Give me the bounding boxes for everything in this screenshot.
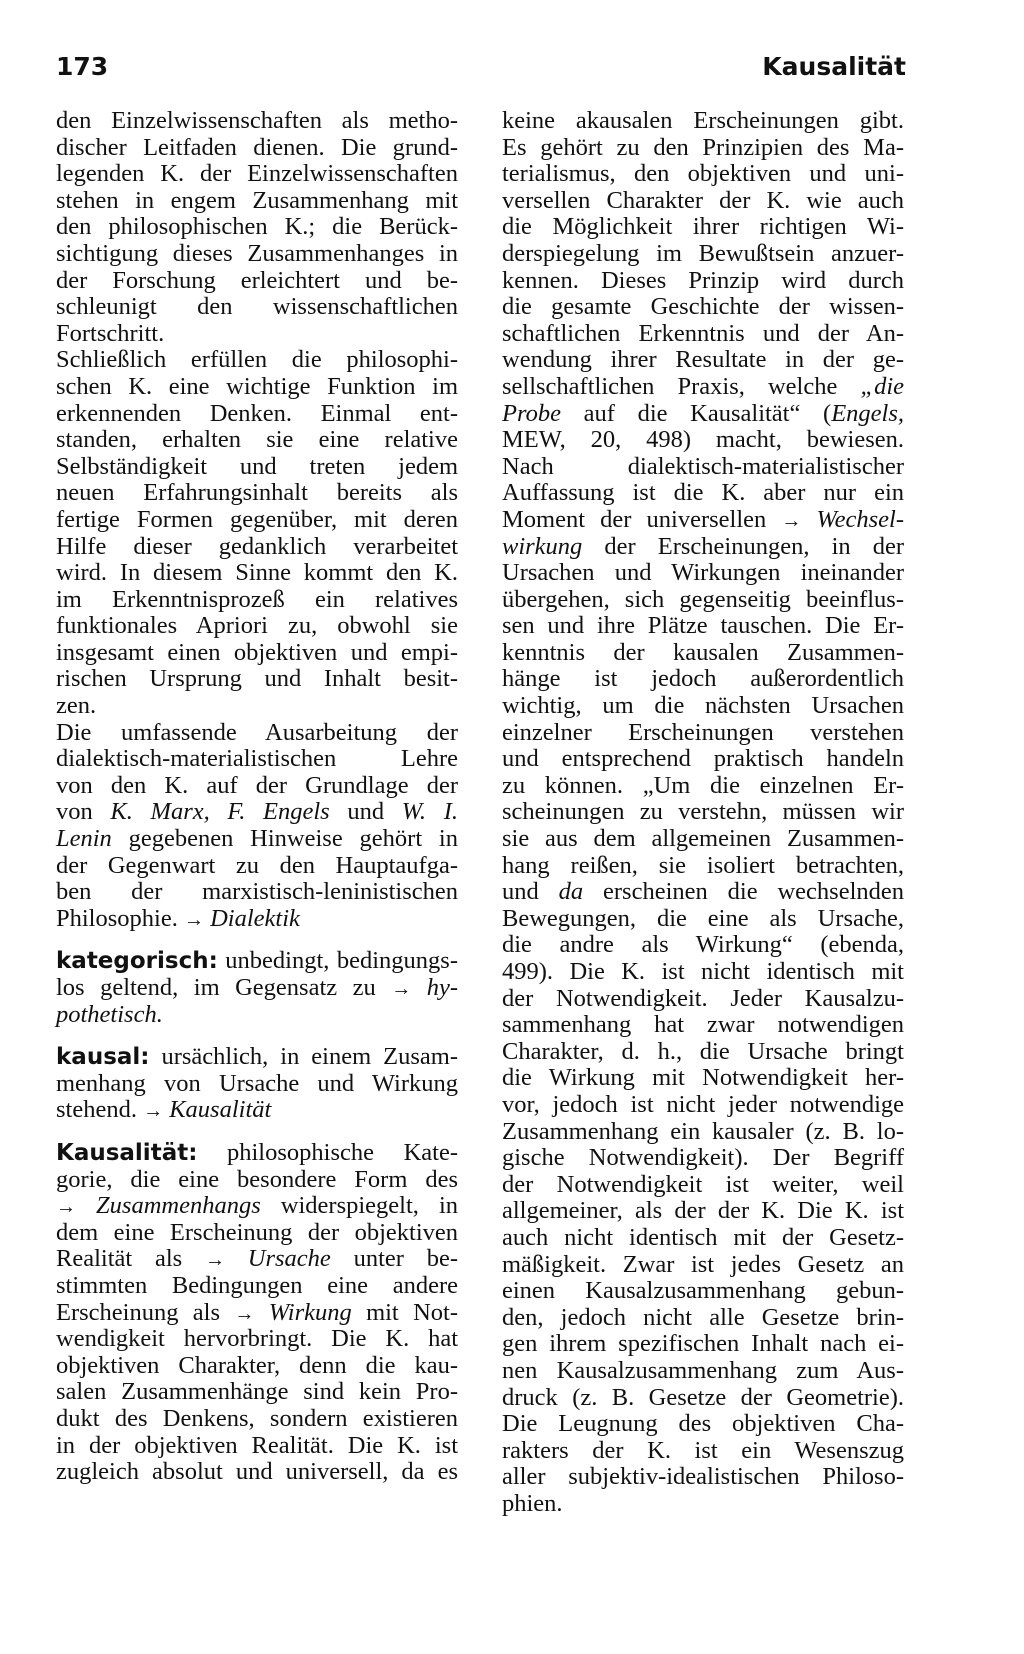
text-line: der Notwendigkeit ist weiter, weil [502,1170,904,1198]
text-run: unbedingt, bedingungs- [217,947,458,975]
text-line: die Möglichkeit ihrer richtigen Wi- [502,213,904,241]
text-line: gorie, die eine besondere Form des [56,1165,458,1193]
text-line [56,1044,458,1071]
text-line: den Einzelwissenschaften als metho- [56,107,458,134]
text-line: salen Zusammenhänge sind kein Pro- [56,1378,458,1406]
text-line: sammenhang hat zwar notwendigen [502,1011,904,1039]
cross-reference-link[interactable]: pothetisch. [56,1000,163,1028]
text-line: wendung ihrer Resultate in der ge- [502,346,904,374]
text-line: von den K. auf der Grundlage der [56,771,458,799]
text-line: scheinungen zu verstehn, müssen wir [502,798,904,826]
text-line [56,1300,458,1327]
text-line: Die Leugnung des objektiven Cha- [502,1410,904,1438]
text-line: der Gegenwart zu den Hauptaufga- [56,851,458,879]
text-line: schleunigt den wissenschaftlichen [56,293,458,321]
text-run: Erscheinung als [56,1298,235,1326]
text-line: die gesamte Geschichte der wissen- [502,293,904,321]
text-line: ben der marxistisch-leninistischen [56,878,458,906]
entry-separator [56,1124,458,1140]
text-line [502,401,904,428]
text-line: derspiegelung im Bewußtsein anzuer- [502,239,904,267]
text-line [56,1193,458,1220]
author-name: Lenin [56,825,112,853]
running-head: Kausalität [762,52,906,81]
text-line: zen. [56,692,97,720]
cross-reference-arrow-icon: → [183,908,204,931]
text-run: mit Not- [351,1298,458,1326]
text-line: Selbständigkeit und treten jedem [56,452,458,480]
text-line: einen Kausalzusammenhang gebun- [502,1277,904,1305]
text-line: einzelner Erscheinungen verstehen [502,718,904,746]
entry-separator [56,1028,458,1044]
text-line: vor, jedoch ist nicht jeder notwendige [502,1090,904,1118]
text-run: los geltend, im Gegensatz zu [56,974,392,1001]
text-line: stehen in engem Zusammenhang mit [56,186,458,214]
text-run: auf die Kausalität“ ( [560,399,832,427]
entry-lemma: kategorisch: [56,948,218,975]
text-line: dem eine Erscheinung der objektiven [56,1218,458,1246]
text-line: kenntnis der kausalen Zusammen- [502,638,904,666]
text-line: aller subjektiv-idealistischen Philoso- [502,1463,904,1491]
text-line: legenden K. der Einzelwissenschaften [56,160,458,188]
text-line: Hilfe dieser gedanklich verarbeitet [56,532,458,560]
text-line: der Notwendigkeit. Jeder Kausalzu- [502,984,904,1012]
emphasis: da [558,878,584,906]
cross-reference-arrow-icon: → [143,1100,164,1123]
text-line: kennen. Dieses Prinzip wird durch [502,266,904,294]
cross-reference-link[interactable]: wirkung [502,532,583,560]
text-line: rischen Ursprung und Inhalt besit- [56,665,458,693]
text-run: und [329,798,402,826]
text-line: dukt des Denkens, sondern existieren [56,1404,458,1432]
text-line: versellen Charakter der K. wie auch [502,186,904,214]
author-name: Engels, [831,399,904,427]
text-line [56,975,458,1002]
text-run: und [502,878,559,906]
text-line [56,1097,458,1124]
cross-reference-link[interactable]: Kausalität [169,1096,272,1124]
text-line: Ursachen und Wirkungen ineinander [502,559,904,587]
text-line: Auffassung ist die K. aber nur ein [502,479,904,507]
text-run: gegebenen Hinweise gehört in [111,825,458,853]
entry-lemma: Kausalität: [56,1139,198,1166]
text-run: philosophische Kate- [197,1138,458,1166]
text-line: menhang von Ursache und Wirkung [56,1069,458,1097]
text-run: erscheinen die wechselnden [583,878,904,906]
text-line [56,1140,458,1167]
text-run: Moment der universellen [502,505,782,533]
text-line: dialektisch-materialistischen Lehre [56,745,458,773]
text-line: druck (z. B. Gesetze der Geometrie). [502,1383,904,1411]
entry-lemma: kausal: [56,1044,150,1071]
quotation: Probe [502,399,561,427]
cross-reference-arrow-icon: → [391,978,412,1000]
text-run: ursächlich, in einem Zusam- [149,1043,458,1071]
text-line: fertige Formen gegenüber, mit deren [56,505,458,533]
text-line: und entsprechend praktisch handeln [502,745,904,773]
text-run: stehend. [56,1096,144,1124]
text-run: unter be- [330,1245,458,1273]
text-run: der Erscheinungen, in der [582,532,904,560]
text-line: die Wirkung mit Notwendigkeit her- [502,1064,904,1092]
cross-reference-link[interactable]: Ursache [247,1245,331,1273]
author-name: W. I. [401,798,458,826]
text-line: stimmten Bedingungen eine andere [56,1271,458,1299]
text-line: wichtig, um die nächsten Ursachen [502,692,904,720]
text-line: MEW, 20, 498) macht, bewiesen. [502,426,904,454]
text-line: die andre als Wirkung“ (ebenda, [502,931,904,959]
text-line [56,1002,458,1029]
text-line: neuen Erfahrungsinhalt bereits als [56,479,458,507]
text-line: zu können. „Um die einzelnen Er- [502,771,904,799]
right-column [502,108,904,1517]
text-line: gen ihrem spezifischen Inhalt nach ei- [502,1330,904,1358]
quotation: „die [860,372,904,400]
text-run: Realität als [56,1245,205,1273]
text-line [502,507,904,534]
text-line: hang reißen, sie isoliert betrachten, [502,851,904,879]
author-name: K. Marx, F. Engels [110,798,330,826]
text-line [502,879,904,906]
text-line: sichtigung dieses Zusammenhanges in [56,239,458,267]
text-line: erkennenden Denken. Einmal ent- [56,399,458,427]
text-line: sen und ihre Plätze tauschen. Die Er- [502,612,904,640]
entry-separator [56,932,458,948]
text-line [56,799,458,826]
cross-reference-link[interactable]: Wechsel- [816,505,905,533]
text-line: wird. In diesem Sinne kommt den K. [56,559,458,587]
text-line: übergehen, sich gegenseitig beeinflus- [502,585,904,613]
text-line: Die umfassende Ausarbeitung der [56,718,458,746]
text-line: den philosophischen K.; die Berück- [56,213,458,241]
cross-reference-arrow-icon: → [781,509,802,532]
text-line: objektiven Charakter, denn die kau- [56,1351,458,1379]
cross-reference-arrow-icon: → [204,1249,225,1272]
text-line: phien. [502,1489,563,1517]
text-line: auch nicht identisch mit der Gesetz- [502,1223,904,1251]
text-run: widerspiegelt, in [260,1192,459,1220]
text-line [56,1246,458,1273]
cross-reference-link[interactable]: Wirkung [268,1298,352,1326]
text-line: in der objektiven Realität. Die K. ist [56,1431,458,1459]
text-line: Charakter, d. h., die Ursache bringt [502,1037,904,1065]
text-line: standen, erhalten sie eine relative [56,426,458,454]
text-line: terialismus, den objektiven und uni- [502,160,904,188]
text-line: im Erkenntnisprozeß ein relatives [56,585,458,613]
text-line: zugleich absolut und universell, da es [56,1458,458,1486]
text-line [56,906,458,933]
text-line: allgemeiner, als der der K. Die K. ist [502,1197,904,1225]
text-run: Philosophie. [56,904,184,932]
text-line: sie aus dem allgemeinen Zusammen- [502,825,904,853]
text-run: sellschaftlichen Praxis, welche [502,372,861,400]
left-column [56,108,458,1486]
text-line: Schließlich erfüllen die philosophi- [56,346,458,374]
text-line: Nach dialektisch-materialistischer [502,452,904,480]
cross-reference-link[interactable]: hy- [426,974,458,1001]
text-line [56,826,458,853]
text-line: insgesamt einen objektiven und empi- [56,638,458,666]
cross-reference-arrow-icon: → [234,1302,255,1325]
text-line: nen Kausalzusammenhang zum Aus- [502,1356,904,1384]
text-line: Bewegungen, die eine als Ursache, [502,904,904,932]
text-line: rakters der K. ist ein Wesenszug [502,1436,904,1464]
cross-reference-link[interactable]: Dialektik [210,904,300,932]
text-line: schen K. eine wichtige Funktion im [56,372,458,400]
text-line: den, jedoch nicht alle Gesetze brin- [502,1303,904,1331]
cross-reference-link[interactable]: Zusammenhangs [96,1192,261,1220]
text-line [502,534,904,561]
text-line: wendigkeit hervorbringt. Die K. hat [56,1325,458,1353]
page-number: 173 [56,52,109,81]
cross-reference-arrow-icon: → [56,1196,76,1219]
text-line [56,948,458,975]
text-line: discher Leitfaden dienen. Die grund- [56,133,458,161]
text-line: keine akausalen Erscheinungen gibt. [502,107,904,134]
text-line: gische Notwendigkeit). Der Begriff [502,1144,904,1172]
text-line: Es gehört zu den Prinzipien des Ma- [502,133,904,161]
text-line: Fortschritt. [56,319,165,347]
text-line [502,374,904,401]
text-line: der Forschung erleichtert und be- [56,266,458,294]
text-line: schaftlichen Erkenntnis und der An- [502,319,904,347]
text-line: Zusammenhang ein kausaler (z. B. lo- [502,1117,904,1145]
text-run: von [56,798,111,826]
text-line: funktionales Apriori zu, obwohl sie [56,612,458,640]
text-line: hänge ist jedoch außerordentlich [502,665,904,693]
text-line: mäßigkeit. Zwar ist jedes Gesetz an [502,1250,904,1278]
text-line: 499). Die K. ist nicht identisch mit [502,958,904,985]
